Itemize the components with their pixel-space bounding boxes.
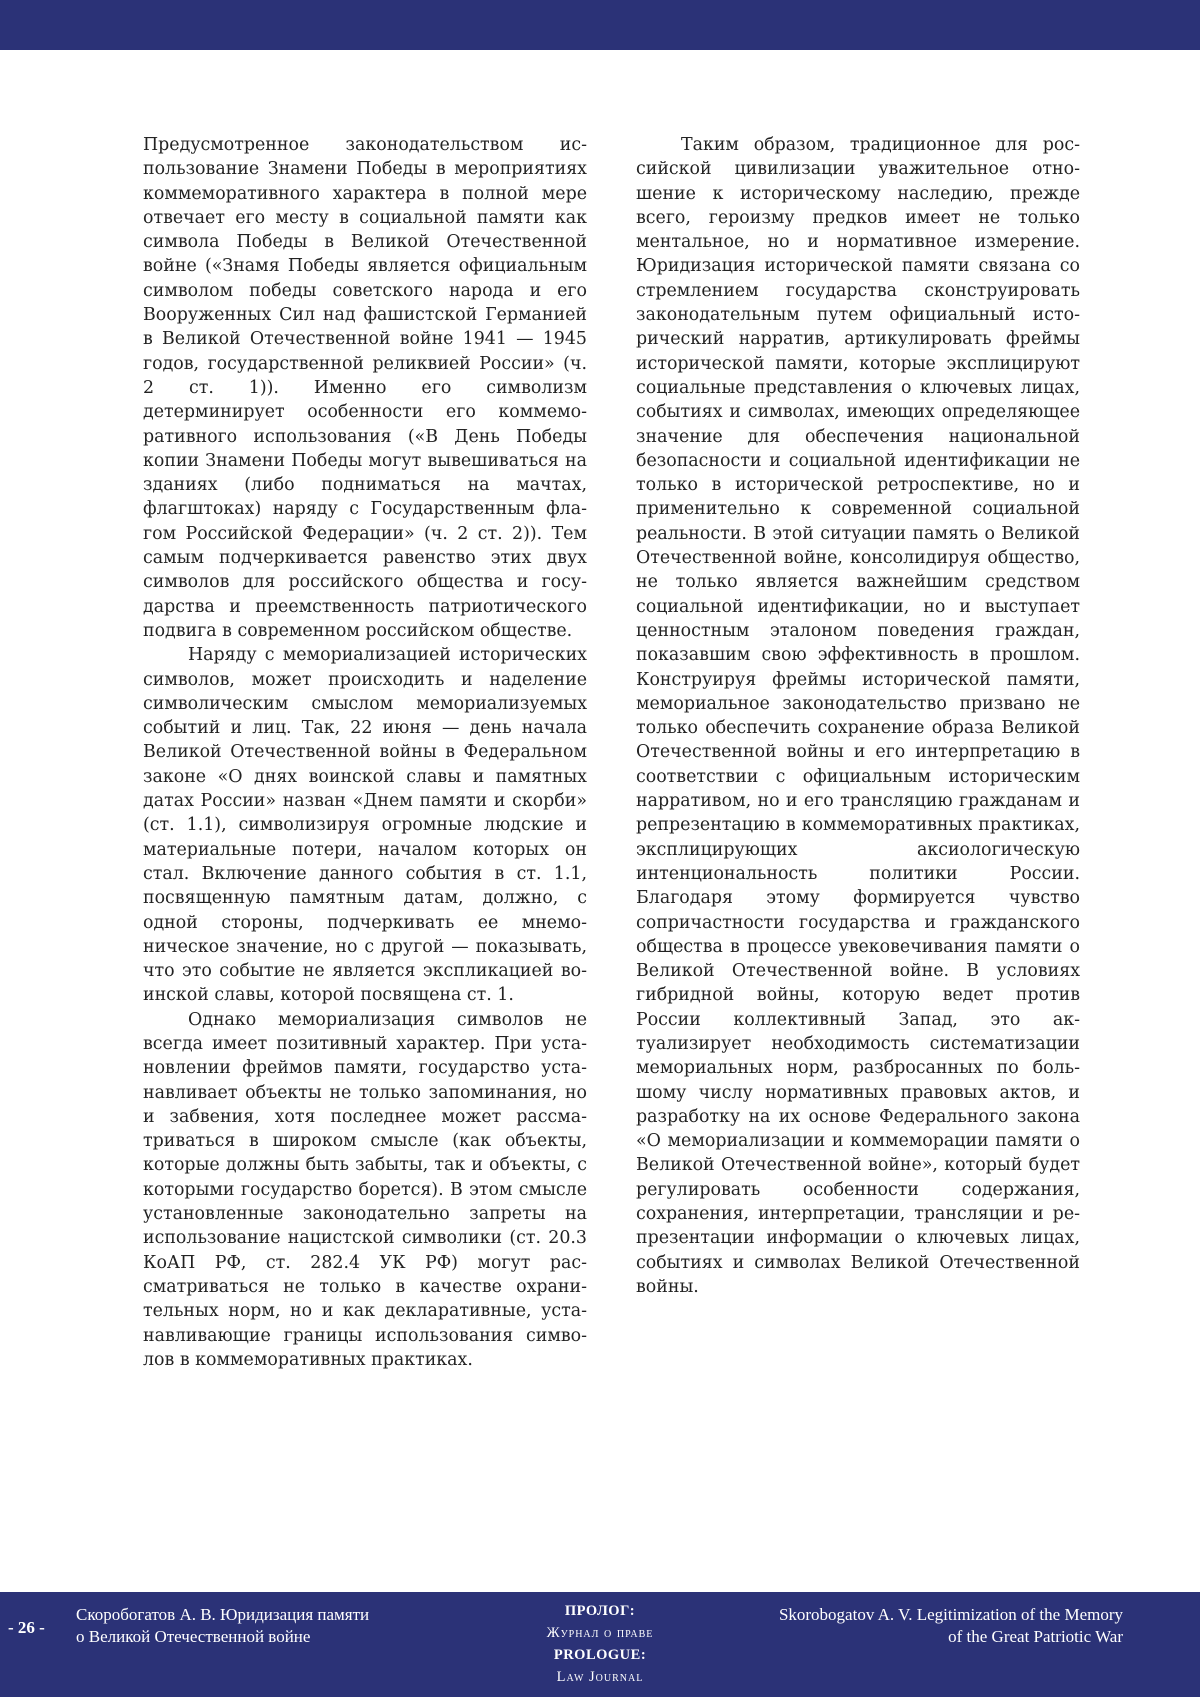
journal-title-en: PROLOGUE: [553,1647,647,1663]
page-number: - 26 - [8,1618,45,1637]
paragraph: Однако мемориализация символов не всегда имеет позитивный характер. При установлении фреймов памяти, государство устанавливает объекты не только запоминания, но и забвения, хотя последнее может рассматриваться в широком смысле (как объекты, которые должны быть забыты, так и объекты, с которыми государство борется). В этом смысле установленные законодательно запреты на использование нацистской символики (ст. 20.3 КоАП РФ, ст. 282.4 УК РФ) могут рассматриваться не только в качестве охранительных норм, но и как декларативные, устанавливающие границы использования символов в коммеморативных практиках. [143,1009,587,1370]
running-title-ru-line: Скоробогатов А. В. Юридизация памяти [76,1605,370,1624]
header-band [0,0,1200,50]
running-title-ru-line: о Великой Отечественной войне [76,1627,311,1646]
right-column [636,133,1080,1299]
running-title-en [779,1604,1123,1648]
running-title-en-line: of the Great Patriotic War [948,1627,1123,1646]
paragraph: Предусмотренное законодательством использование Знамени Победы в мероприятиях коммеморативного характера в полной мере отвечает его месту в социальной памяти как символа Победы в Великой Отечественной войне («Знамя Победы является официальным символом победы советского народа и его Вооруженных Сил над фашистской Германией в Великой Отечественной войне 1941 — 1945 годов, государственной реликвией России» (ч. 2 ст. 1)). Именно его символизм детерминирует особенности его коммеморативного использования («В День Победы копии Знамени Победы могут вывешиваться на зданиях (либо подниматься на мачтах, флагштоках) наряду с Государственным флагом Российской Федерации» (ч. 2 ст. 2)). Тем самым подчеркивается равенство этих двух символов для российского общества и государства и преемственность патриотического подвига в современном российском обществе. [143,135,587,641]
paragraph: Наряду с мемориализацией исторических символов, может происходить и наделение символическим смыслом мемориализуемых событий и лиц. Так, 22 июня — день начала Великой Отечественной войны в Федеральном законе «О днях воинской славы и памятных датах России» назван «Днем памяти и скорби» (ст. 1.1), символизируя огромные людские и материальные потери, началом которых он стал. Включение данного события в ст. 1.1, посвященную памятным датам, должно, с одной стороны, подчеркивать ее мнемоническое значение, но с другой — показывать, что это событие не является экспликацией воинской славы, которой посвящена ст. 1. [143,645,587,1006]
footer [0,1592,1200,1697]
journal-title-ru: ПРОЛОГ: [564,1603,636,1619]
running-title-ru [76,1604,369,1648]
running-title-en-line: Skorobogatov A. V. Legitimization of the Memory [778,1605,1123,1624]
journal-subtitle-ru: Журнал о праве [546,1625,654,1641]
left-column [143,133,587,1372]
paragraph: Таким образом, традиционное для российской цивилизации уважительное отношение к историческому наследию, прежде всего, героизму предков имеет не только ментальное, но и нормативное измерение. Юридизация исторической памяти связана со стремлением государства сконструировать законодательным путем официальный исторический нарратив, артикулировать фреймы исторической памяти, которые эксплицируют социальные представления о ключевых лицах, событиях и символах, имеющих определяющее значение для обеспечения национальной безопасности и социальной идентификации не только в исторической ретроспективе, но и применительно к современной социальной реальности. В этой ситуации память о Великой Отечественной войне, консолидируя общество, не только является важнейшим средством социальной идентификации, но и выступает ценностным эталоном поведения граждан, показавшим свою эффективность в прошлом. Конструируя фреймы исторической памяти, мемориальное законодательство призвано не только обеспечить сохранение образа Великой Отечественной войны и его интерпретацию в соответствии с официальным историческим нарративом, но и его трансляцию гражданам и репрезентацию в коммеморативных практиках, эксплицирующих аксиологическую интенциональность политики России. Благодаря этому формируется чувство сопричастности государства и гражданского общества в процессе увековечивания памяти о Великой Отечественной войне. В условиях гибридной войны, которую ведет против России коллективный Запад, это актуализирует необходимость систематизации мемориальных норм, разбросанных по большому числу нормативных правовых актов, и разработку на их основе Федерального закона «О мемориализации и коммеморации памяти о Великой Отечественной войне», который будет регулировать особенности содержания, сохранения, интерпретации, трансляции и репрезентации информации о ключевых лицах, событиях и символах Великой Отечественной войны. [636,135,1080,1297]
journal-subtitle-en: Law Journal [556,1669,644,1685]
journal-name [450,1600,750,1688]
